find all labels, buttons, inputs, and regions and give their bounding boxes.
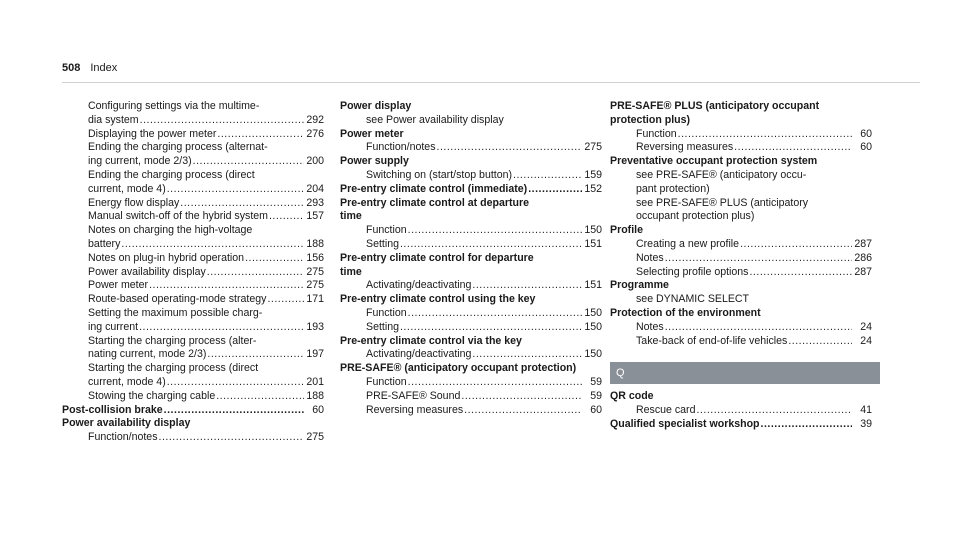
index-subentry-row[interactable] [62,431,324,445]
page-reference[interactable]: 287 [854,237,872,250]
index-subentry-text: Starting the charging process (alter- [88,334,257,347]
index-subentry-text: Notes [636,320,664,333]
index-entry-title: time [340,265,362,278]
dot-leader [121,238,304,252]
index-subentry [62,362,324,376]
dot-leader [678,128,852,142]
page-reference[interactable]: 60 [590,403,602,416]
index-entry-title: protection plus) [610,113,691,126]
index-subentry-row[interactable] [62,197,324,211]
index-subentry-text: nating current, mode 2/3) [88,348,207,361]
section-letter-bar: Q [610,362,880,384]
index-column-1 [62,100,324,445]
index-subentry [62,141,324,155]
dot-leader [472,279,582,293]
dot-leader [149,279,304,293]
index-subentry-row[interactable] [62,376,324,390]
index-column-3 [610,100,872,432]
index-subentry-row[interactable] [340,321,602,335]
header-divider [62,82,920,83]
index-subentry-text: see Power availability display [366,113,504,126]
page-reference[interactable]: 275 [584,141,602,154]
index-subentry-text: Function [366,224,407,237]
index-subentry-text: Activating/deactivating [366,279,472,292]
dot-leader [139,321,304,335]
page-reference[interactable]: 286 [854,251,872,264]
dot-leader [437,141,583,155]
index-subentry [62,100,324,114]
index-entry-title: PRE-SAFE® PLUS (anticipatory occupant [610,100,820,112]
index-entry-title: Power supply [340,155,409,168]
index-entry-title: Qualified specialist workshop [610,417,760,430]
dot-leader [461,390,582,404]
page-reference[interactable]: 60 [312,403,324,416]
dot-leader [464,404,582,418]
index-subentry-row[interactable] [610,321,872,335]
index-subentry-row[interactable] [62,238,324,252]
index-entry-title: Protection of the environment [610,306,761,319]
page-reference[interactable]: 60 [860,141,872,154]
index-subentry-text: Notes on charging the high-voltage [88,224,253,237]
index-subentry-row[interactable] [610,128,872,142]
index-subentry-text: Manual switch-off of the hybrid system [88,210,268,223]
page-reference[interactable]: 188 [306,237,324,250]
index-subentry-row[interactable] [340,279,602,293]
dot-leader [400,238,582,252]
index-subentry-text: Notes [636,251,664,264]
page-reference[interactable]: 151 [584,237,602,250]
index-entry-row[interactable] [62,404,324,418]
index-subentry-text: Setting [366,320,399,333]
index-subentry-text: Function [636,127,677,140]
index-subentry-text: Setting [366,237,399,250]
index-subentry [62,335,324,349]
index-subentry-row[interactable] [340,404,602,418]
index-subentry-row[interactable] [62,114,324,128]
index-subentry-row[interactable] [340,348,602,362]
index-subentry-text: Function [366,306,407,319]
index-entry-title: Power display [340,100,412,112]
dot-leader [164,404,304,418]
dot-leader [167,183,304,197]
dot-leader [408,376,582,390]
index-subentry-text: PRE-SAFE® Sound [366,389,461,402]
index-subentry-text: Ending the charging process (alternat- [88,141,268,154]
page-reference[interactable]: 200 [306,155,324,168]
dot-leader [761,418,852,432]
index-subentry-text: Function/notes [366,141,436,154]
index-subentry-text: dia system [88,113,139,126]
dot-leader [217,128,304,142]
dot-leader [216,390,304,404]
index-subentry-row[interactable] [340,224,602,238]
index-subentry-text: current, mode 4) [88,182,166,195]
index-entry-title: Preventative occupant protection system [610,155,818,168]
page-number: 508 [62,62,81,74]
index-subentry-row[interactable] [610,252,872,266]
page-reference[interactable]: 201 [306,375,324,388]
dot-leader [269,210,304,224]
dot-leader [180,197,304,211]
page-reference[interactable]: 287 [854,265,872,278]
page-reference[interactable]: 150 [584,224,602,237]
index-subentry-text: ing current, mode 2/3) [88,155,192,168]
index-subentry [610,293,872,307]
index-subentry-text: Reversing measures [636,141,734,154]
index-subentry-row[interactable] [610,266,872,280]
page-reference[interactable]: 159 [584,168,602,181]
index-column-2 [340,100,602,417]
index-entry-title: Post-collision brake [62,403,163,416]
page-reference[interactable]: 152 [584,182,602,195]
dot-leader [749,266,852,280]
dot-leader [734,141,852,155]
index-subentry-row[interactable] [340,307,602,321]
dot-leader [140,114,304,128]
index-subentry-row[interactable] [62,210,324,224]
index-subentry-text: Function/notes [88,431,158,444]
index-subentry-text: Switching on (start/stop button) [366,168,513,181]
page-reference[interactable]: 275 [306,265,324,278]
index-subentry-text: Configuring settings via the multime- [88,100,260,112]
index-subentry-text: Activating/deactivating [366,348,472,361]
index-subentry [62,307,324,321]
index-entry-title: Pre-entry climate control via the key [340,334,522,347]
index-entry-title: Power availability display [62,417,191,430]
index-subentry-row[interactable] [62,266,324,280]
index-subentry-text: Power meter [88,279,149,292]
page-reference[interactable]: 188 [306,389,324,402]
index-subentry-text: Route-based operating-mode strategy [88,293,267,306]
page-reference[interactable]: 293 [306,196,324,209]
index-subentry-text: Setting the maximum possible charg- [88,306,263,319]
index-subentry-row[interactable] [62,293,324,307]
page-reference[interactable]: 197 [306,348,324,361]
index-subentry-row[interactable] [62,279,324,293]
index-subentry-text: see PRE-SAFE® PLUS (anticipatory [636,196,809,209]
page-reference[interactable]: 150 [584,306,602,319]
index-subentry-row[interactable] [610,238,872,252]
page-reference[interactable]: 151 [584,279,602,292]
page-reference[interactable]: 276 [306,127,324,140]
index-entry-title: Pre-entry climate control using the key [340,293,536,306]
dot-leader [408,307,582,321]
index-subentry-text: current, mode 4) [88,375,166,388]
index-entry-title: Profile [610,224,643,237]
page-reference[interactable]: 193 [306,320,324,333]
index-subentry-row[interactable] [340,390,602,404]
dot-leader [513,169,582,183]
index-subentry [62,224,324,238]
page-reference[interactable]: 275 [306,279,324,292]
page-reference[interactable]: 41 [860,404,872,417]
dot-leader [267,293,304,307]
index-subentry-row[interactable] [610,404,872,418]
index-entry-title: PRE-SAFE® (anticipatory occupant protection) [340,362,577,375]
index-entry-row[interactable] [340,183,602,197]
dot-leader [788,335,852,349]
dot-leader [159,431,305,445]
page-header [62,62,117,78]
page-reference[interactable]: 292 [306,113,324,126]
page-reference[interactable]: 156 [306,251,324,264]
index-subentry [610,197,872,211]
dot-leader [472,348,582,362]
dot-leader [245,252,304,266]
index-subentry [62,169,324,183]
index-subentry-text: Rescue card [636,404,696,417]
index-subentry-row[interactable] [340,238,602,252]
page-reference[interactable]: 150 [584,348,602,361]
page-reference[interactable]: 275 [306,431,324,444]
page-reference[interactable]: 150 [584,320,602,333]
dot-leader [740,238,852,252]
dot-leader [408,224,582,238]
dot-leader [665,321,852,335]
dot-leader [528,183,582,197]
index-subentry-row[interactable] [62,155,324,169]
index-subentry-text: Power availability display [88,265,206,278]
index-entry-row[interactable] [610,418,872,432]
page-reference[interactable]: 59 [590,375,602,388]
index-subentry-row[interactable] [62,390,324,404]
index-subentry-row[interactable] [340,169,602,183]
dot-leader [696,404,852,418]
index-subentry-row[interactable] [62,321,324,335]
page-reference[interactable]: 24 [860,320,872,333]
index-subentry-text: Energy flow display [88,196,180,209]
index-subentry [610,183,872,197]
index-entry-title: Pre-entry climate control at departure [340,196,529,209]
index-subentry-text: Selecting profile options [636,265,749,278]
index-subentry-text: occupant protection plus) [636,210,755,223]
page-reference[interactable]: 60 [860,127,872,140]
index-subentry [340,114,602,128]
page-reference[interactable]: 59 [590,389,602,402]
index-subentry-row[interactable] [62,128,324,142]
index-subentry [610,210,872,224]
page-reference[interactable]: 171 [306,293,324,306]
index-subentry-row[interactable] [610,335,872,349]
dot-leader [167,376,304,390]
index-subentry-text: Take-back of end-of-life vehicles [636,334,788,347]
index-subentry-row[interactable] [62,348,324,362]
index-entry-title: time [340,210,362,223]
dot-leader [207,348,304,362]
index-subentry-row[interactable] [340,141,602,155]
page-title: Index [90,62,118,74]
page-reference[interactable]: 204 [306,182,324,195]
page-reference[interactable]: 39 [860,417,872,430]
index-subentry-row[interactable] [340,376,602,390]
dot-leader [665,252,852,266]
index-entry-title: Programme [610,279,669,292]
index-entry-title: QR code [610,390,654,403]
page-reference[interactable]: 24 [860,334,872,347]
index-subentry-text: Stowing the charging cable [88,389,216,402]
index-subentry-text: Reversing measures [366,403,464,416]
index-subentry-row[interactable] [62,252,324,266]
page-reference[interactable]: 157 [306,210,324,223]
index-entry-title: Pre-entry climate control (immediate) [340,182,528,195]
index-subentry-text: Ending the charging process (direct [88,168,255,181]
index-subentry-text: pant protection) [636,182,710,195]
dot-leader [207,266,304,280]
index-subentry-text: Notes on plug-in hybrid operation [88,251,245,264]
dot-leader [400,321,582,335]
index-subentry-text: Displaying the power meter [88,127,217,140]
index-entry-title: Power meter [340,127,404,140]
index-subentry [610,169,872,183]
index-subentry-row[interactable] [610,141,872,155]
index-subentry-text: see PRE-SAFE® (anticipatory occu- [636,168,807,181]
index-entry-title: Pre-entry climate control for departure [340,251,534,264]
index-subentry-text: see DYNAMIC SELECT [636,293,750,306]
index-subentry-row[interactable] [62,183,324,197]
index-subentry-text: Function [366,375,407,388]
index-subentry-text: ing current [88,320,139,333]
index-subentry-text: Creating a new profile [636,237,740,250]
index-subentry-text: battery [88,237,121,250]
dot-leader [193,155,304,169]
index-subentry-text: Starting the charging process (direct [88,362,259,375]
